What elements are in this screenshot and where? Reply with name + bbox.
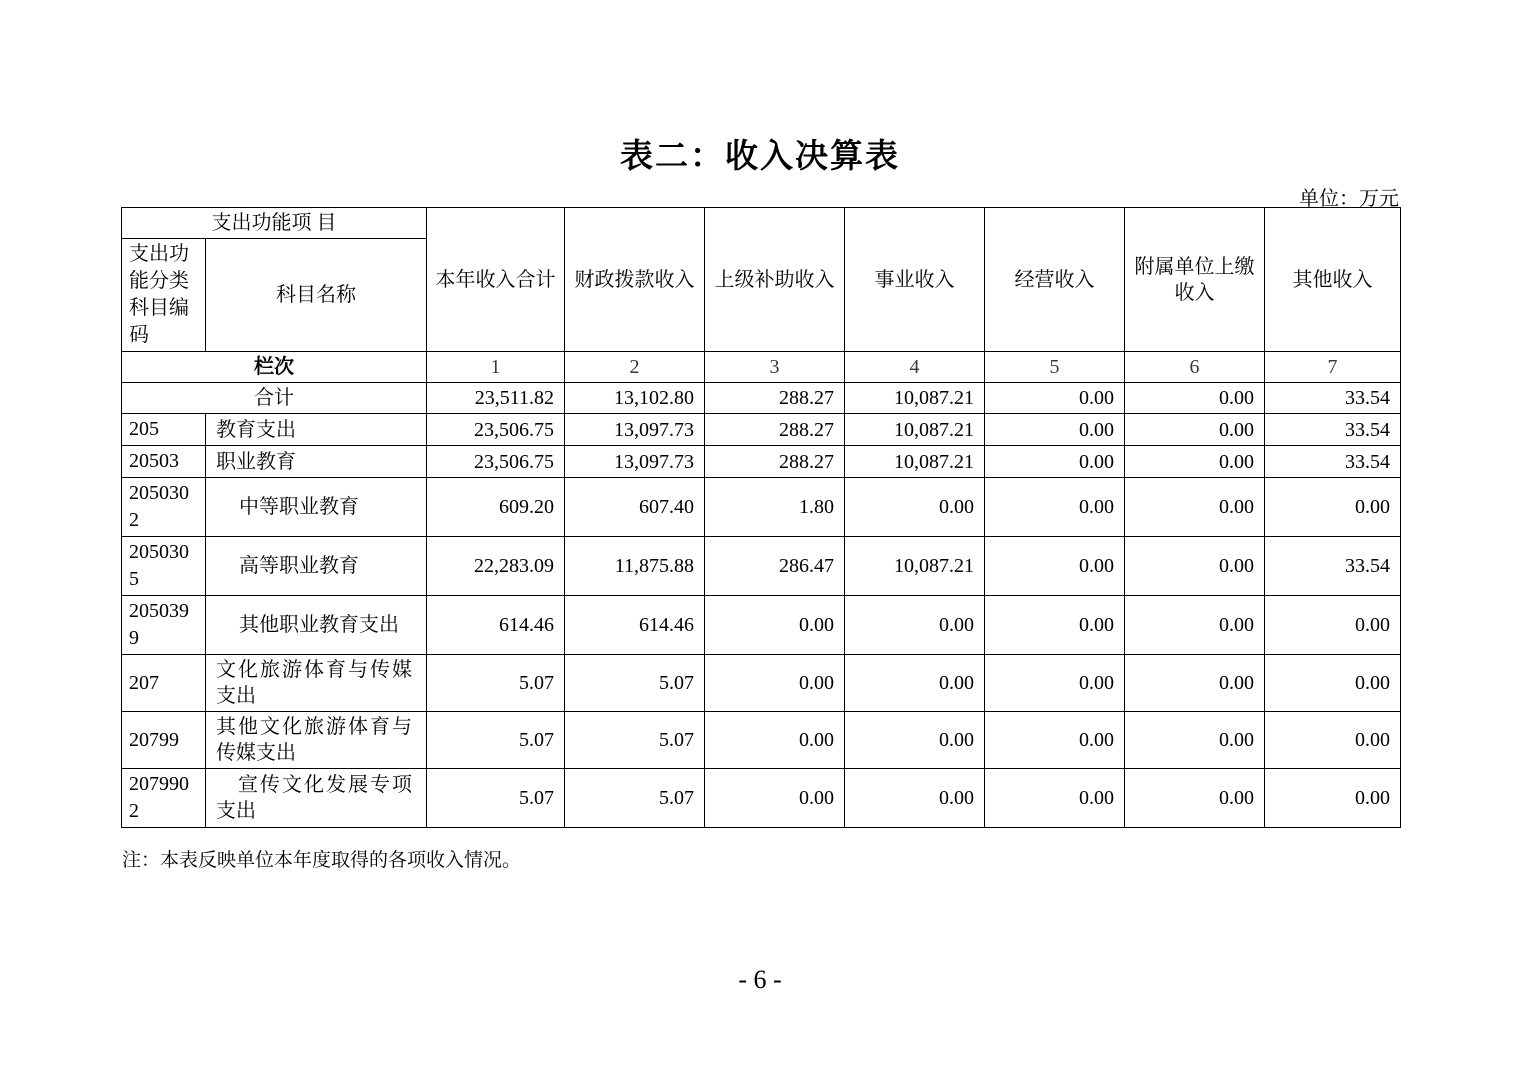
cell-code: 2050399 xyxy=(122,596,206,655)
cell-code: 20799 xyxy=(122,712,206,769)
cell-value: 0.00 xyxy=(985,655,1125,712)
cell-value: 23,506.75 xyxy=(427,446,565,478)
table-row xyxy=(122,478,1401,537)
table-note: 注：本表反映单位本年度取得的各项收入情况。 xyxy=(122,850,522,871)
cell-subject-name: 宣传文化发展专项支出 xyxy=(206,769,427,828)
cell-value: 5.07 xyxy=(427,712,565,769)
cell-value: 0.00 xyxy=(1265,712,1401,769)
cell-value: 0.00 xyxy=(985,712,1125,769)
cell-code: 205 xyxy=(122,414,206,446)
column-index-3: 3 xyxy=(705,352,845,383)
cell-value: 0.00 xyxy=(845,478,985,537)
header-function-code: 支出功能分类科目编码 xyxy=(122,239,206,352)
cell-code: 2050302 xyxy=(122,478,206,537)
cell-subject-name: 职业教育 xyxy=(206,446,427,478)
cell-value: 0.00 xyxy=(985,383,1125,414)
table-row-total xyxy=(122,383,1401,414)
cell-value: 614.46 xyxy=(565,596,705,655)
cell-subject-name: 高等职业教育 xyxy=(206,537,427,596)
header-col-business-income: 事业收入 xyxy=(845,208,985,352)
cell-value: 0.00 xyxy=(1265,655,1401,712)
column-index-4: 4 xyxy=(845,352,985,383)
cell-value: 614.46 xyxy=(427,596,565,655)
cell-code: 2079902 xyxy=(122,769,206,828)
cell-value: 0.00 xyxy=(705,712,845,769)
table-row xyxy=(122,769,1401,828)
cell-value: 0.00 xyxy=(845,596,985,655)
cell-value: 0.00 xyxy=(845,769,985,828)
cell-value: 0.00 xyxy=(1265,478,1401,537)
cell-value: 0.00 xyxy=(705,596,845,655)
cell-value: 0.00 xyxy=(705,655,845,712)
cell-value: 0.00 xyxy=(1125,383,1265,414)
cell-value: 0.00 xyxy=(1125,478,1265,537)
page-number: - 6 - xyxy=(738,965,782,994)
column-index-7: 7 xyxy=(1265,352,1401,383)
header-col-fiscal-appropriation-income: 财政拨款收入 xyxy=(565,208,705,352)
header-col-other-income: 其他收入 xyxy=(1265,208,1401,352)
cell-value: 13,097.73 xyxy=(565,446,705,478)
cell-value: 0.00 xyxy=(705,769,845,828)
cell-code: 2050305 xyxy=(122,537,206,596)
table-row xyxy=(122,596,1401,655)
cell-value: 286.47 xyxy=(705,537,845,596)
cell-value: 0.00 xyxy=(985,414,1125,446)
cell-value: 23,511.82 xyxy=(427,383,565,414)
header-expenditure-function-item: 支出功能项 目 xyxy=(122,208,427,239)
cell-value: 0.00 xyxy=(845,712,985,769)
header-col-superior-subsidy-income: 上级补助收入 xyxy=(705,208,845,352)
header-row-1 xyxy=(122,208,1401,239)
cell-value: 0.00 xyxy=(1125,769,1265,828)
cell-value: 0.00 xyxy=(985,446,1125,478)
table-row xyxy=(122,712,1401,769)
cell-value: 10,087.21 xyxy=(845,537,985,596)
cell-code: 20503 xyxy=(122,446,206,478)
cell-value: 0.00 xyxy=(1125,655,1265,712)
cell-value: 609.20 xyxy=(427,478,565,537)
cell-value: 33.54 xyxy=(1265,383,1401,414)
cell-subject-name: 教育支出 xyxy=(206,414,427,446)
header-col-operating-income: 经营收入 xyxy=(985,208,1125,352)
cell-value: 5.07 xyxy=(565,769,705,828)
cell-value: 13,102.80 xyxy=(565,383,705,414)
cell-value: 0.00 xyxy=(985,478,1125,537)
page-title: 表二：收入决算表 xyxy=(620,137,900,174)
header-col-annual-income-total: 本年收入合计 xyxy=(427,208,565,352)
cell-value: 33.54 xyxy=(1265,537,1401,596)
cell-value: 33.54 xyxy=(1265,414,1401,446)
cell-value: 10,087.21 xyxy=(845,414,985,446)
cell-value: 5.07 xyxy=(565,712,705,769)
column-index-6: 6 xyxy=(1125,352,1265,383)
cell-value: 0.00 xyxy=(1265,596,1401,655)
cell-value: 1.80 xyxy=(705,478,845,537)
table-row xyxy=(122,414,1401,446)
table-row xyxy=(122,537,1401,596)
unit-label: 单位：万元 xyxy=(1299,188,1399,210)
cell-value: 5.07 xyxy=(427,769,565,828)
cell-subject-name: 文化旅游体育与传媒支出 xyxy=(206,655,427,712)
column-index-1: 1 xyxy=(427,352,565,383)
header-col-affiliated-unit-remittance-income: 附属单位上缴收入 xyxy=(1125,208,1265,352)
cell-value: 13,097.73 xyxy=(565,414,705,446)
cell-value: 33.54 xyxy=(1265,446,1401,478)
cell-subject-name: 中等职业教育 xyxy=(206,478,427,537)
cell-value: 288.27 xyxy=(705,383,845,414)
cell-value: 5.07 xyxy=(427,655,565,712)
cell-value: 0.00 xyxy=(985,537,1125,596)
cell-value: 23,506.75 xyxy=(427,414,565,446)
cell-value: 5.07 xyxy=(565,655,705,712)
column-index-5: 5 xyxy=(985,352,1125,383)
income-statement-table xyxy=(121,207,1401,828)
cell-value: 22,283.09 xyxy=(427,537,565,596)
cell-value: 288.27 xyxy=(705,446,845,478)
header-subject-name: 科目名称 xyxy=(206,239,427,352)
cell-value: 0.00 xyxy=(985,596,1125,655)
table-row xyxy=(122,446,1401,478)
cell-value: 10,087.21 xyxy=(845,383,985,414)
cell-value: 0.00 xyxy=(845,655,985,712)
cell-value: 0.00 xyxy=(1125,596,1265,655)
cell-value: 0.00 xyxy=(1125,712,1265,769)
column-index-2: 2 xyxy=(565,352,705,383)
cell-value: 607.40 xyxy=(565,478,705,537)
cell-code: 207 xyxy=(122,655,206,712)
cell-subject-name: 合计 xyxy=(122,383,427,414)
cell-value: 288.27 xyxy=(705,414,845,446)
cell-value: 11,875.88 xyxy=(565,537,705,596)
table-row xyxy=(122,655,1401,712)
cell-value: 0.00 xyxy=(1265,769,1401,828)
cell-subject-name: 其他职业教育支出 xyxy=(206,596,427,655)
cell-value: 0.00 xyxy=(1125,414,1265,446)
cell-value: 0.00 xyxy=(985,769,1125,828)
column-index-row xyxy=(122,352,1401,383)
column-index-label: 栏次 xyxy=(122,352,427,383)
cell-value: 10,087.21 xyxy=(845,446,985,478)
cell-value: 0.00 xyxy=(1125,537,1265,596)
cell-subject-name: 其他文化旅游体育与传媒支出 xyxy=(206,712,427,769)
cell-value: 0.00 xyxy=(1125,446,1265,478)
